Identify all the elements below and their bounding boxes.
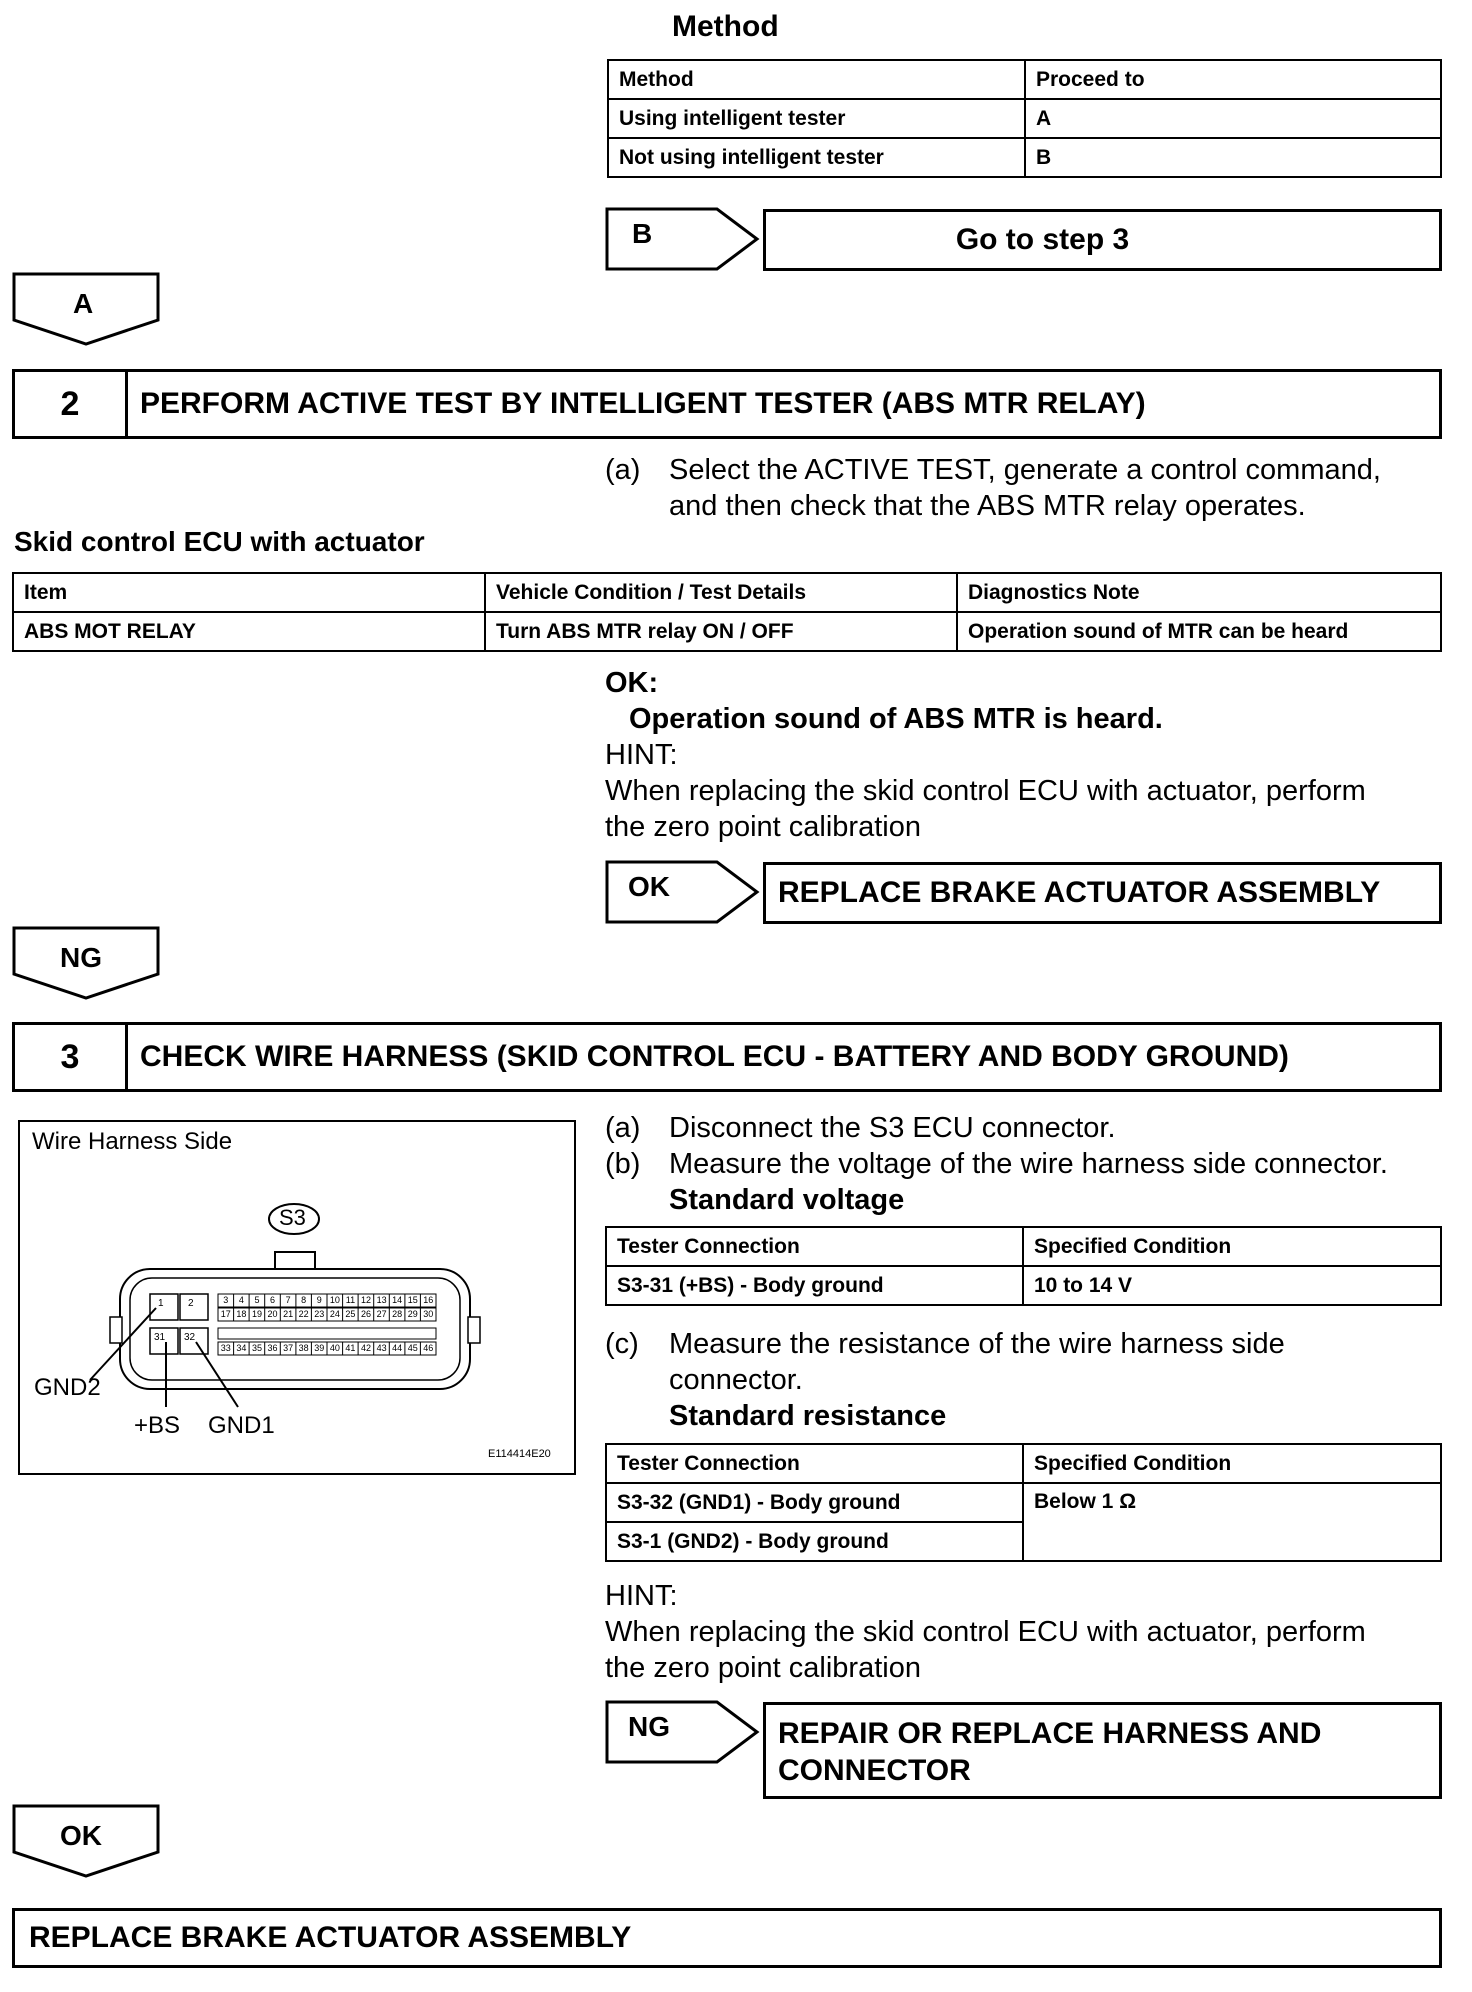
- pin-label: 4: [238, 1295, 244, 1305]
- table-header: Item: [13, 573, 485, 612]
- pin-label: 15: [407, 1295, 418, 1305]
- table-header: Specified Condition: [1023, 1444, 1441, 1483]
- table-row: [608, 138, 1441, 177]
- gnd1-label: GND1: [208, 1412, 275, 1439]
- pin-label: 14: [392, 1295, 403, 1305]
- table-row: [606, 1266, 1441, 1305]
- instruction-line: and then check that the ABS MTR relay operates.: [669, 490, 1306, 522]
- hint-line: the zero point calibration: [605, 811, 921, 843]
- table-header: Proceed to: [1025, 60, 1441, 99]
- table-cell: Turn ABS MTR relay ON / OFF: [485, 612, 957, 651]
- result-box-go-to-step-3: [763, 209, 1442, 271]
- pin-label: 40: [329, 1343, 340, 1353]
- hint-label: HINT:: [605, 1580, 678, 1612]
- result-box-repair-harness: [763, 1702, 1442, 1799]
- instruction-marker: (c): [605, 1328, 639, 1360]
- instruction-line: Disconnect the S3 ECU connector.: [669, 1112, 1116, 1144]
- pin-label: 12: [360, 1295, 371, 1305]
- pin-label: 28: [392, 1309, 403, 1319]
- table-cell: A: [1025, 99, 1441, 138]
- branch-label-ng: NG: [628, 1711, 670, 1742]
- branch-label-b: B: [632, 218, 653, 249]
- table-row: [606, 1483, 1441, 1522]
- instruction-line: connector.: [669, 1364, 803, 1396]
- connector-label: S3: [279, 1205, 306, 1230]
- instruction-marker: (a): [605, 1112, 641, 1144]
- pin-label: 34: [236, 1343, 247, 1353]
- connector-diagram: [18, 1120, 576, 1475]
- step-number: 3: [15, 1025, 128, 1089]
- hint-line: When replacing the skid control ECU with actuator, perform: [605, 1616, 1366, 1648]
- pin-label: 44: [392, 1343, 403, 1353]
- pin-label: 36: [267, 1343, 278, 1353]
- result-text: REPLACE BRAKE ACTUATOR ASSEMBLY: [778, 876, 1381, 909]
- table-cell: 10 to 14 V: [1023, 1266, 1441, 1305]
- pin-label: 43: [376, 1343, 387, 1353]
- pin-label: 21: [283, 1309, 294, 1319]
- branch-label-ok: OK: [628, 871, 670, 902]
- step-2-header: [12, 369, 1442, 439]
- pin-label: 8: [301, 1295, 307, 1305]
- pin-label: 13: [376, 1295, 387, 1305]
- pin-label: 46: [423, 1343, 434, 1353]
- instruction-line: Select the ACTIVE TEST, generate a control command,: [669, 454, 1381, 486]
- pin-label: 23: [314, 1309, 325, 1319]
- table-cell: B: [1025, 138, 1441, 177]
- table-header: Tester Connection: [606, 1227, 1023, 1266]
- flow-label-ok: OK: [60, 1820, 102, 1851]
- pin-label: 24: [329, 1309, 340, 1319]
- pin-label: 16: [423, 1295, 434, 1305]
- pin-label: 10: [329, 1295, 340, 1305]
- pin-label: 20: [267, 1309, 278, 1319]
- pin-label: 42: [360, 1343, 371, 1353]
- table-row: [13, 612, 1441, 651]
- hint-label: HINT:: [605, 739, 678, 771]
- table-header: Vehicle Condition / Test Details: [485, 573, 957, 612]
- pin-label: 18: [236, 1309, 247, 1319]
- pin-label: 33: [220, 1343, 231, 1353]
- final-action-box: [12, 1908, 1442, 1968]
- table-cell: Operation sound of MTR can be heard: [957, 612, 1441, 651]
- pin-label: 37: [283, 1343, 294, 1353]
- step-number: 2: [15, 372, 128, 436]
- pin-label: 31: [154, 1332, 166, 1343]
- standard-voltage-label: Standard voltage: [669, 1184, 905, 1216]
- pin-label: 25: [345, 1309, 356, 1319]
- branch-arrow-b: [605, 207, 765, 271]
- step-title: PERFORM ACTIVE TEST BY INTELLIGENT TESTER (ABS MTR RELAY): [140, 387, 1146, 420]
- table-cell: Not using intelligent tester: [608, 138, 1025, 177]
- table-cell: S3-31 (+BS) - Body ground: [606, 1266, 1023, 1305]
- pin-label: 30: [423, 1309, 434, 1319]
- table-header: Diagnostics Note: [957, 573, 1441, 612]
- pin-row-1: [218, 1294, 436, 1307]
- method-table: [607, 59, 1442, 178]
- instruction-marker: (b): [605, 1148, 641, 1180]
- pin-label: 26: [360, 1309, 371, 1319]
- table-cell: Using intelligent tester: [608, 99, 1025, 138]
- final-action-text: REPLACE BRAKE ACTUATOR ASSEMBLY: [29, 1921, 632, 1954]
- instruction-marker: (a): [605, 454, 641, 486]
- standard-resistance-label: Standard resistance: [669, 1400, 947, 1432]
- active-test-table: [12, 572, 1442, 652]
- pin-label: 29: [407, 1309, 418, 1319]
- pin-label: 41: [345, 1343, 356, 1353]
- step-3-header: [12, 1022, 1442, 1092]
- resistance-table: [605, 1443, 1442, 1562]
- pin-label: 9: [316, 1295, 322, 1305]
- result-text: REPAIR OR REPLACE HARNESS AND: [778, 1717, 1322, 1750]
- hint-line: the zero point calibration: [605, 1652, 921, 1684]
- pin-label: 32: [184, 1332, 196, 1343]
- result-text: Go to step 3: [955, 223, 1130, 256]
- pin-label: 11: [345, 1295, 356, 1305]
- result-text: CONNECTOR: [778, 1754, 971, 1787]
- instruction-line: Measure the resistance of the wire harness side: [669, 1328, 1285, 1360]
- table-row: [608, 99, 1441, 138]
- pin-label: 1: [158, 1298, 164, 1309]
- pin-label: 27: [376, 1309, 387, 1319]
- diagram-title: Wire Harness Side: [32, 1128, 233, 1155]
- hint-line: When replacing the skid control ECU with actuator, perform: [605, 775, 1366, 807]
- result-box-replace-actuator: [763, 862, 1442, 924]
- flow-label-a: A: [73, 288, 94, 319]
- figure-code: E114414E20: [488, 1448, 551, 1460]
- gnd2-label: GND2: [34, 1374, 101, 1401]
- pin-label: 38: [298, 1343, 309, 1353]
- pin-label: 22: [298, 1309, 309, 1319]
- pin-label: 45: [407, 1343, 418, 1353]
- voltage-table: [605, 1226, 1442, 1306]
- ok-text: Operation sound of ABS MTR is heard.: [629, 703, 1163, 735]
- table-cell: Below 1 Ω: [1023, 1483, 1441, 1561]
- pin-label: 3: [223, 1295, 229, 1305]
- table-header: Method: [608, 60, 1025, 99]
- table-cell: ABS MOT RELAY: [13, 612, 485, 651]
- pin-label: 19: [251, 1309, 262, 1319]
- pin-label: 39: [314, 1343, 325, 1353]
- pin-label: 2: [188, 1298, 194, 1309]
- ok-label: OK:: [605, 667, 659, 699]
- flow-label-ng: NG: [60, 942, 102, 973]
- step-title: CHECK WIRE HARNESS (SKID CONTROL ECU - BATTERY AND BODY GROUND): [140, 1040, 1289, 1073]
- table-cell: S3-32 (GND1) - Body ground: [606, 1483, 1023, 1522]
- table-header: Specified Condition: [1023, 1227, 1441, 1266]
- pin-label: 7: [285, 1295, 291, 1305]
- instruction-line: Measure the voltage of the wire harness side connector.: [669, 1148, 1388, 1180]
- table-heading: Skid control ECU with actuator: [14, 526, 425, 557]
- bs-label: +BS: [134, 1412, 181, 1439]
- table-header: Tester Connection: [606, 1444, 1023, 1483]
- pin-label: 35: [251, 1343, 262, 1353]
- method-heading: Method: [672, 10, 779, 43]
- pin-label: 17: [220, 1309, 231, 1319]
- pin-row-2: [218, 1308, 436, 1321]
- pin-label: 5: [254, 1295, 260, 1305]
- table-cell: S3-1 (GND2) - Body ground: [606, 1522, 1023, 1561]
- pin-row-4: [218, 1342, 436, 1355]
- pin-label: 6: [270, 1295, 276, 1305]
